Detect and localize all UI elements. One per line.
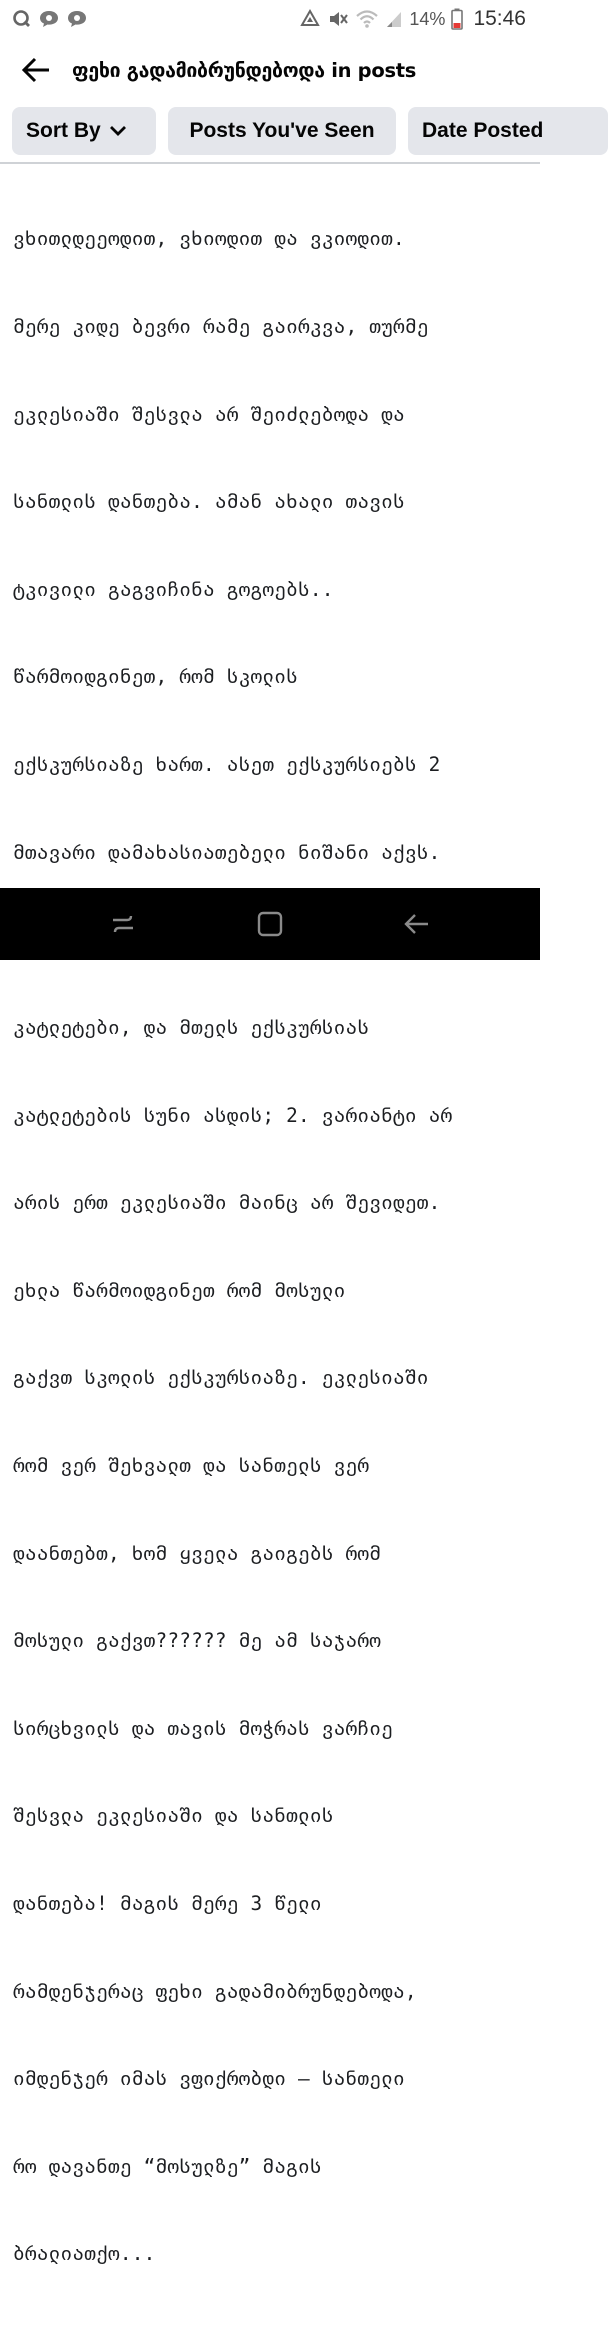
home-button[interactable]: [240, 894, 300, 954]
battery-percent: 14%: [409, 8, 446, 29]
post-line: კატლეტები, და მთელს ექსკურსიას: [13, 1015, 370, 1039]
post-body: [13, 166, 529, 2327]
sort-by-label: Sort By: [26, 119, 101, 142]
chat-bubble-icon: [66, 9, 88, 29]
post-line: დაანთებთ, ხომ ყველა გაიგებს რომ: [13, 1541, 382, 1565]
home-square-icon: [256, 910, 284, 938]
post-line: ეხლა წარმოიდგინეთ რომ მოსული: [13, 1278, 346, 1302]
post-line: ტკივილი გაგვიჩინა გოგოებს..: [13, 577, 334, 601]
recent-apps-icon: [109, 911, 137, 937]
recycle-icon: [299, 9, 321, 29]
signal-icon: [385, 9, 403, 29]
recent-apps-button[interactable]: [93, 894, 153, 954]
post-content[interactable]: [0, 164, 540, 2266]
system-back-button[interactable]: [387, 894, 447, 954]
post-line: მერე კიდე ბევრი რამე გაირკვა, თურმე: [13, 315, 429, 339]
filter-bar: [0, 104, 544, 158]
post-line: რომ ვერ შეხვალთ და სანთელს ვერ: [13, 1453, 370, 1477]
post-line: გაქვთ სკოლის ექსკურსიაზე. ეკლესიაში: [13, 1366, 429, 1390]
status-bar: [0, 0, 540, 38]
post-line: რო დავანთე “მოსულზე” მაგის: [13, 2154, 322, 2178]
post-line: ვხითლდეეოდით, ვხიოდით და ვკიოდით.: [13, 227, 405, 251]
post-line: მთავარი დამახასიათებელი ნიშანი აქვს.: [13, 840, 441, 864]
date-posted-filter[interactable]: [408, 107, 608, 155]
q-app-icon: [12, 9, 32, 29]
battery-low-icon: [451, 8, 463, 30]
wifi-icon: [355, 9, 379, 29]
post-line: სირცხვილს და თავის მოჭრას ვარჩიე: [13, 1716, 393, 1740]
sort-by-button[interactable]: [12, 107, 156, 155]
post-line: სანთლის დანთება. ამან ახალი თავის: [13, 490, 405, 514]
arrow-left-icon: [21, 57, 51, 83]
post-line: არის ერთ ეკლესიაში მაინც არ შევიდეთ.: [13, 1191, 441, 1215]
post-line: იმდენჯერ იმას ვფიქრობდი – სანთელი: [13, 2067, 405, 2091]
navigation-bar: [0, 888, 540, 960]
post-line: დანთება! მაგის მერე 3 წელი: [13, 1891, 322, 1915]
post-line: ეკლესიაში შესვლა არ შეიძლებოდა და: [13, 402, 405, 426]
page-title: ფეხი გადამიბრუნდებოდა in posts: [72, 58, 417, 82]
chevron-down-icon: [109, 125, 127, 137]
nav-back-icon: [403, 911, 431, 937]
date-posted-label: Date Posted: [422, 119, 544, 142]
back-button[interactable]: [14, 48, 58, 92]
mute-icon: [327, 9, 349, 29]
post-line: რამდენჯერაც ფეხი გადამიბრუნდებოდა,: [13, 1979, 417, 2003]
post-line: მოსული გაქვთ?????? მე ამ საჯარო: [13, 1629, 382, 1653]
post-line: წარმოიდგინეთ, რომ სკოლის: [13, 665, 298, 689]
chat-bubble-icon: [38, 9, 60, 29]
post-line: შესვლა ეკლესიაში და სანთლის: [13, 1804, 334, 1828]
search-header: [0, 38, 540, 102]
clock: 15:46: [473, 7, 526, 30]
posts-seen-filter[interactable]: [168, 107, 396, 155]
post-line: კატლეტების სუნი ასდის; 2. ვარიანტი არ: [13, 1103, 453, 1127]
notification-icons: [0, 9, 88, 29]
post-line: ექსკურსიაზე ხართ. ასეთ ექსკურსიებს 2: [13, 753, 441, 777]
posts-seen-label: Posts You've Seen: [189, 119, 375, 142]
system-status: [299, 7, 540, 31]
post-line: ბრალიათქო...: [13, 2242, 156, 2266]
